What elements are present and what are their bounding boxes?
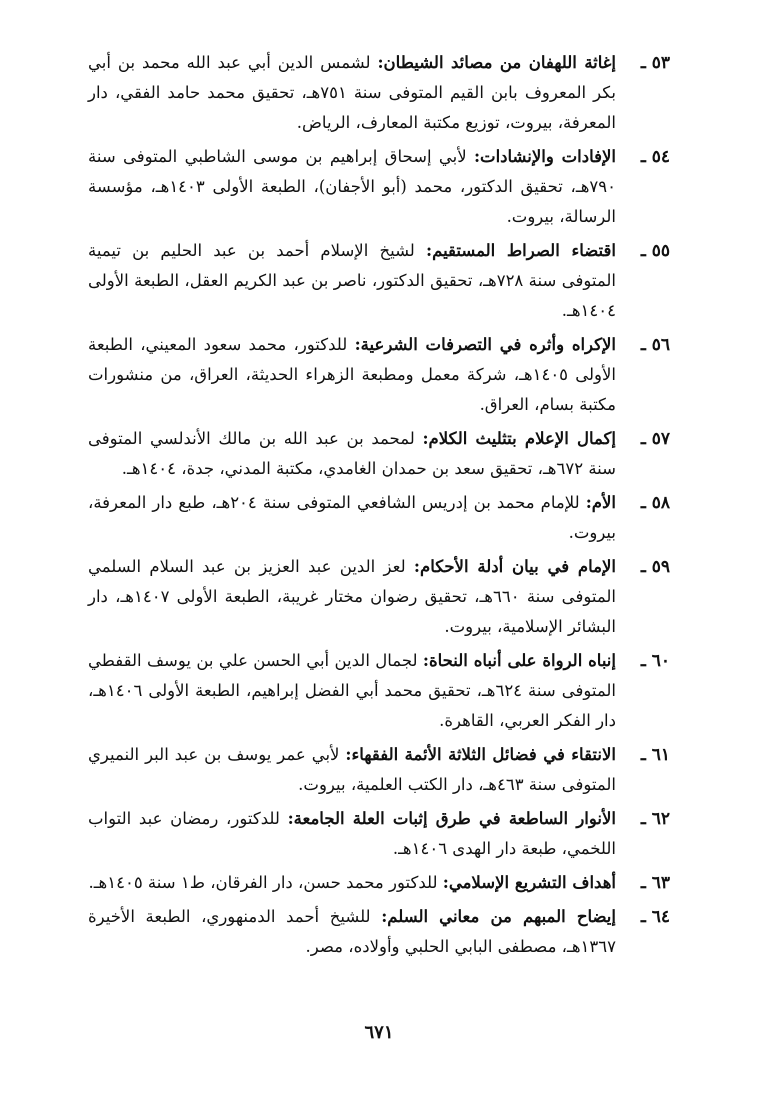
entry-number: ٦٤ ـ xyxy=(640,907,670,927)
bibliography-entry xyxy=(88,424,670,484)
entry-title: إيضاح المبهم من معاني السلم: xyxy=(381,907,616,926)
entry-body xyxy=(88,868,616,898)
bibliography-entry xyxy=(88,646,670,736)
entry-body xyxy=(88,740,616,800)
entry-text: لعز الدين عبد العزيز بن عبد السلام السلمي المتوفى سنة ٦٦٠هـ، تحقيق رضوان مختار غريبة، الطبعة الأولى ١٤٠٧هـ، دار البشائر الإسلامية، بيروت. xyxy=(88,557,616,636)
entry-number: ٦٣ ـ xyxy=(640,873,670,893)
entry-title: الأم: xyxy=(585,493,616,512)
entry-title: الإمام في بيان أدلة الأحكام: xyxy=(413,557,616,576)
bibliography-entry xyxy=(88,330,670,420)
bibliography-entry xyxy=(88,488,670,548)
entry-text: لمحمد بن عبد الله بن مالك الأندلسي المتوفى سنة ٦٧٢هـ، تحقيق سعد بن حمدان الغامدي، مكتبة المدني، جدة، ١٤٠٤هـ. xyxy=(88,429,616,478)
page-number: ٦٧١ xyxy=(364,1022,394,1043)
entry-body xyxy=(88,646,616,736)
bibliography-entry xyxy=(88,142,670,232)
entry-body xyxy=(88,424,616,484)
bibliography-entry xyxy=(88,804,670,864)
entry-title: الإكراه وأثره في التصرفات الشرعية: xyxy=(354,335,617,354)
entry-text: لجمال الدين أبي الحسن علي بن يوسف القفطي المتوفى سنة ٦٢٤هـ، تحقيق محمد أبي الفضل إبراهيم، الطبعة الأولى ١٤٠٦هـ، دار الفكر العربي، القاهرة. xyxy=(88,651,616,730)
entry-text: لأبي إسحاق إبراهيم بن موسى الشاطبي المتوفى سنة ٧٩٠هـ، تحقيق الدكتور، محمد (أبو الأجفان)، الطبعة الأولى ١٤٠٣هـ، مؤسسة الرسالة، بيروت. xyxy=(88,147,616,226)
entry-text: لأبي عمر يوسف بن عبد البر النميري المتوفى سنة ٤٦٣هـ، دار الكتب العلمية، بيروت. xyxy=(88,745,616,794)
bibliography-entry xyxy=(88,902,670,962)
bibliography-entry xyxy=(88,552,670,642)
entry-title: الانتقاء في فضائل الثلاثة الأئمة الفقهاء: xyxy=(345,745,616,764)
bibliography-entry xyxy=(88,236,670,326)
entry-text: للدكتور محمد حسن، دار الفرقان، ط١ سنة ١٤٠٥هـ. xyxy=(88,873,443,892)
bibliography-list xyxy=(88,48,670,966)
bibliography-entry xyxy=(88,48,670,138)
entry-body xyxy=(88,488,616,548)
entry-body xyxy=(88,552,616,642)
bibliography-entry xyxy=(88,868,670,898)
entry-body xyxy=(88,330,616,420)
entry-text: للشيخ أحمد الدمنهوري، الطبعة الأخيرة ١٣٦٧هـ، مصطفى البابي الحلبي وأولاده، مصر. xyxy=(88,907,616,956)
entry-title: الإفادات والإنشادات: xyxy=(473,147,616,166)
entry-number: ٥٤ ـ xyxy=(640,147,670,167)
entry-title: الأنوار الساطعة في طرق إثبات العلة الجامعة: xyxy=(287,809,616,828)
entry-number: ٦١ ـ xyxy=(640,745,670,765)
entry-title: إغاثة اللهفان من مصائد الشيطان: xyxy=(377,53,617,72)
entry-body xyxy=(88,902,616,962)
entry-body xyxy=(88,48,616,138)
entry-title: إنباه الرواة على أنباه النحاة: xyxy=(422,651,616,670)
entry-body xyxy=(88,804,616,864)
entry-body xyxy=(88,236,616,326)
entry-text: للدكتور، رمضان عبد التواب اللخمي، طبعة دار الهدى ١٤٠٦هـ. xyxy=(88,809,616,858)
entry-number: ٥٧ ـ xyxy=(640,429,670,449)
entry-body xyxy=(88,142,616,232)
entry-title: أهداف التشريع الإسلامي: xyxy=(442,873,616,892)
entry-title: اقتضاء الصراط المستقيم: xyxy=(426,241,616,260)
entry-text: لشيخ الإسلام أحمد بن عبد الحليم بن تيمية المتوفى سنة ٧٢٨هـ، تحقيق الدكتور، ناصر بن عبد الكريم العقل، الطبعة الأولى ١٤٠٤هـ. xyxy=(88,241,616,320)
entry-number: ٦٠ ـ xyxy=(640,651,670,671)
entry-number: ٥٩ ـ xyxy=(640,557,670,577)
entry-text: لشمس الدين أبي عبد الله محمد بن أبي بكر المعروف بابن القيم المتوفى سنة ٧٥١هـ، تحقيق محمد حامد الفقي، دار المعرفة، بيروت، توزيع مكتبة المعارف، الرياض. xyxy=(88,53,616,132)
entry-text: للإمام محمد بن إدريس الشافعي المتوفى سنة ٢٠٤هـ، طبع دار المعرفة، بيروت. xyxy=(88,493,616,542)
entry-number: ٥٦ ـ xyxy=(640,335,670,355)
entry-number: ٥٣ ـ xyxy=(640,53,670,73)
entry-number: ٥٨ ـ xyxy=(640,493,670,513)
entry-text: للدكتور، محمد سعود المعيني، الطبعة الأولى ١٤٠٥هـ، شركة معمل ومطبعة الزهراء الحديثة، العراق، من منشورات مكتبة بسام، العراق. xyxy=(88,335,616,414)
bibliography-entry xyxy=(88,740,670,800)
entry-number: ٥٥ ـ xyxy=(640,241,670,261)
entry-number: ٦٢ ـ xyxy=(640,809,670,829)
entry-title: إكمال الإعلام بتثليث الكلام: xyxy=(422,429,616,448)
